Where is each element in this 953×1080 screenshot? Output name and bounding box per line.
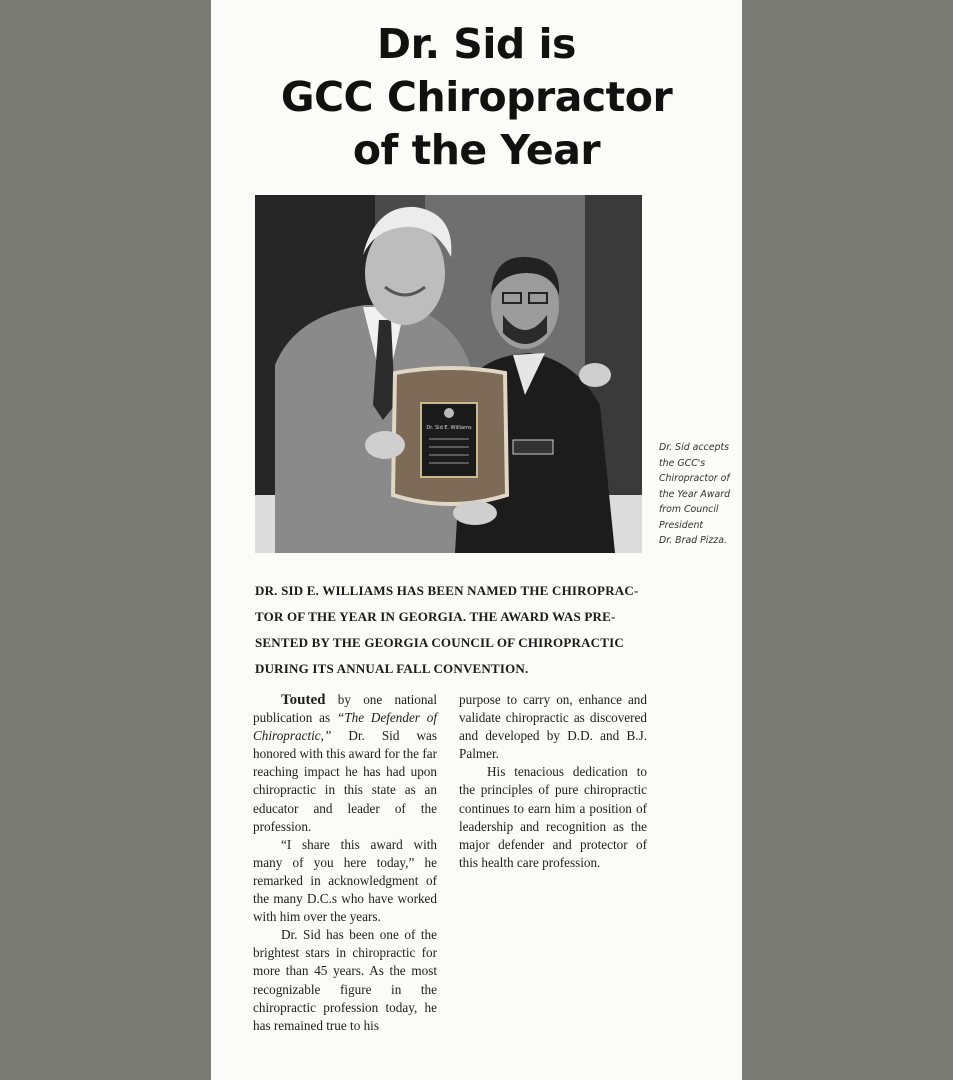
caption-line: Dr. Brad Pizza. (659, 535, 727, 546)
body-paragraph-5: His tenacious dedication to the principles of pure chiropractic continues to earn him a position of leadership and recognition as the major defender and protector of this health care profession. (459, 764, 647, 870)
caption-line: the Year Award (659, 488, 731, 500)
body-paragraph-3: Dr. Sid has been one of the brightest stars in chiropractic for more than 45 years. As the most recognizable figure in the chiropractic profession today, he has remained true to his (253, 927, 437, 1033)
photo-caption (659, 440, 741, 549)
award-photo-illustration (255, 195, 642, 553)
lead-line: SENTED BY THE GEORGIA COUNCIL OF CHIROPRACTIC (255, 635, 624, 650)
caption-line: the GCC's (659, 457, 706, 469)
lead-line: DR. SID E. WILLIAMS HAS BEEN NAMED THE CHIROPRAC- (255, 583, 639, 598)
body-text: by one national publication as (253, 692, 437, 726)
body-paragraph-4: purpose to carry on, enhance and validate chiropractic as discovered and developed by D.D. and B.J. Palmer. (459, 692, 647, 762)
headline-line-1: Dr. Sid is (377, 20, 576, 68)
body-column-2 (459, 691, 647, 872)
body-column-1 (253, 691, 437, 1035)
headline-line-2: GCC Chiropractor (280, 73, 673, 121)
plaque-text: Dr. Sid E. Williams (426, 425, 472, 431)
body-paragraph-2: “I share this award with many of you here today,” he remarked in acknowledgment of the many D.C.s who have worked with him over the years. (253, 836, 437, 925)
lead-line: DURING ITS ANNUAL FALL CONVENTION. (255, 661, 529, 676)
headline-line-3: of the Year (352, 126, 601, 174)
caption-line: from Council (659, 504, 719, 515)
quote-text: “The Defender of Chiropractic,” (253, 710, 437, 744)
caption-line: President (659, 519, 704, 531)
caption-line: Dr. Sid accepts (659, 442, 729, 453)
caption-line: Chiropractor of (659, 473, 730, 484)
lead-paragraph (255, 578, 645, 682)
article-headline (211, 18, 742, 177)
magazine-page (211, 0, 742, 1080)
lead-word: Touted (281, 692, 326, 708)
lead-line: TOR OF THE YEAR IN GEORGIA. THE AWARD WAS PRE- (255, 609, 616, 624)
award-photo (255, 195, 642, 553)
body-paragraph-1 (253, 691, 437, 836)
body-text: Dr. Sid was honored with this award for the far reaching impact he has had upon chiropractic in this state as an educator and leader of the profession. (253, 728, 437, 834)
